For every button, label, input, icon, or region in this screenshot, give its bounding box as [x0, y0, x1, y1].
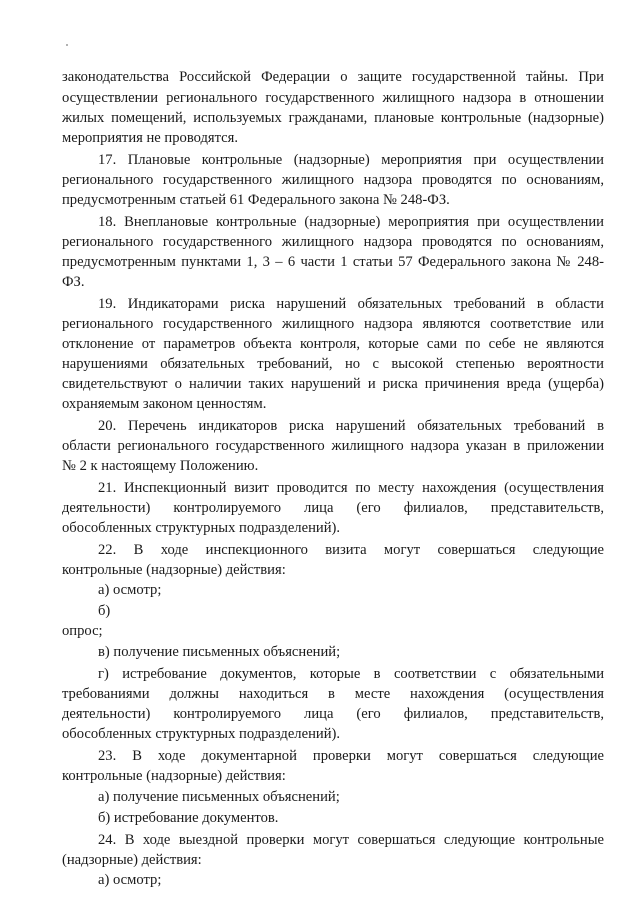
- item-22-line: 22. В ходе инспекционного визита могут совершаться следующие: [98, 542, 604, 558]
- item-22-subitem-g-cont: деятельности) контролируемого лица (его филиалов, представительств,: [62, 706, 604, 722]
- item-23-subitem-a: а) получение письменных объяснений;: [98, 789, 340, 805]
- item-20-line: 20. Перечень индикаторов риска нарушений обязательных требований в: [98, 418, 604, 434]
- item-22-subitem-g: г) истребование документов, которые в соответствии с обязательными: [98, 666, 604, 682]
- item-17-line: 17. Плановые контрольные (надзорные) мероприятия при осуществлении: [98, 152, 604, 168]
- item-24-subitem-a: а) осмотр;: [98, 872, 162, 888]
- item-22-subitem-g-cont: обособленных структурных подразделений).: [62, 726, 341, 742]
- text-line: законодательства Российской Федерации о защите государственной тайны. При: [62, 69, 604, 85]
- item-23-subitem-b: б) истребование документов.: [98, 810, 279, 826]
- item-19-line: свидетельствуют о наличии таких нарушений и риска причинения вреда (ущерба): [62, 376, 604, 392]
- item-20-line: № 2 к настоящему Положению.: [62, 458, 259, 474]
- item-19-line: охраняемым законом ценностям.: [62, 396, 267, 412]
- item-21-line: 21. Инспекционный визит проводится по месту нахождения (осуществления: [98, 480, 604, 496]
- item-18-line: ФЗ.: [62, 274, 85, 290]
- text-line: жилых помещений, используемых гражданами, плановые контрольные (надзорные): [62, 110, 604, 126]
- item-21-line: обособленных структурных подразделений).: [62, 520, 341, 536]
- item-21-line: деятельности) контролируемого лица (его филиалов, представительств,: [62, 500, 604, 516]
- item-19-line: регионального государственного жилищного надзора являются соответствие или: [62, 316, 604, 332]
- item-22-subitem-v: в) получение письменных объяснений;: [98, 644, 341, 660]
- item-19-line: 19. Индикаторами риска нарушений обязательных требований в области: [98, 296, 604, 312]
- item-24-line: 24. В ходе выездной проверки могут совершаться следующие контрольные: [98, 832, 604, 848]
- item-23-line: контрольные (надзорные) действия:: [62, 768, 286, 784]
- item-17-line: предусмотренным статьей 61 Федерального закона № 248-ФЗ.: [62, 192, 450, 208]
- item-18-line: предусмотренным пунктами 1, 3 – 6 части 1 статьи 57 Федерального закона № 248-: [62, 254, 604, 270]
- item-19-line: отклонение от параметров объекта контроля, которые сами по себе не являются: [62, 336, 604, 352]
- item-22-subitem-g-cont: требованиями должны находиться в месте нахождения (осуществления: [62, 686, 604, 702]
- item-22-subitem-a: а) осмотр;: [98, 582, 162, 598]
- text-line: осуществлении регионального государственного жилищного надзора в отношении: [62, 90, 604, 106]
- item-24-line: (надзорные) действия:: [62, 852, 202, 868]
- item-22-subitem-b-cont: опрос;: [62, 623, 103, 639]
- item-20-line: области регионального государственного жилищного надзора указан в приложении: [62, 438, 604, 454]
- item-18-line: регионального государственного жилищного надзора проводятся по основаниям,: [62, 234, 604, 250]
- item-22-line: контрольные (надзорные) действия:: [62, 562, 286, 578]
- scan-speck: [66, 44, 68, 46]
- item-19-line: нарушениями обязательных требований, но с высокой степенью вероятности: [62, 356, 604, 372]
- item-22-subitem-b: б): [98, 603, 111, 619]
- item-18-line: 18. Внеплановые контрольные (надзорные) мероприятия при осуществлении: [98, 214, 604, 230]
- item-17-line: регионального государственного жилищного надзора проводятся по основаниям,: [62, 172, 604, 188]
- item-23-line: 23. В ходе документарной проверки могут совершаться следующие: [98, 748, 604, 764]
- text-line: мероприятия не проводятся.: [62, 130, 239, 146]
